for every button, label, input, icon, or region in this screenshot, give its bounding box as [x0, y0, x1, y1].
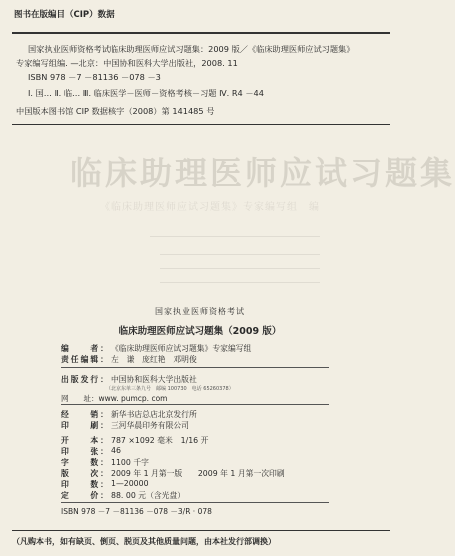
print-run-label: 印 数： [61, 480, 110, 489]
editor-value: 《临床助理医师应试习题集》专家编写组 [111, 344, 252, 353]
editor-label: 编 者： [61, 344, 110, 353]
cip-classification: Ⅰ. 国… Ⅱ. 临… Ⅲ. 临床医学－医师－资格考核－习题 Ⅳ. R4 －44 [28, 88, 264, 98]
price-label: 定 价： [61, 491, 110, 500]
printer-value: 三河华晨印务有限公司 [111, 421, 189, 430]
separator [61, 367, 329, 368]
responsible-editor-value: 左 谦 庞红艳 邓明俊 [111, 355, 197, 364]
printer-label: 印 刷： [61, 421, 110, 430]
separator [61, 404, 329, 405]
sheets-value: 46 [111, 446, 121, 455]
separator [61, 502, 329, 503]
format-value: 787 ×1092 毫米 1/16 开 [111, 436, 209, 445]
cip-record-number: 中国版本图书馆 CIP 数据核字（2008）第 141485 号 [16, 106, 215, 116]
publisher-address: （北京东单三条九号 邮编 100730 电话 65260378） [106, 386, 234, 392]
show-through-line [150, 236, 320, 237]
isbn-footer: ISBN 978 －7 －81136 －078 －3/R · 078 [61, 507, 212, 516]
show-through-title: 临床助理医师应试习题集 [70, 154, 455, 192]
publisher-website: 网 址：www. pumcp. com [61, 394, 168, 403]
edition-value: 2009 年 1 月第一版 2009 年 1 月第一次印刷 [111, 469, 285, 478]
distributor-value: 新华书店总店北京发行所 [111, 410, 197, 419]
price-value: 88. 00 元（含光盘） [111, 491, 186, 500]
print-run-value: 1—20000 [111, 479, 149, 488]
format-label: 开 本： [61, 436, 110, 445]
cip-isbn: ISBN 978 －7 －81136 －078 －3 [28, 72, 161, 82]
footer-rule [12, 530, 390, 531]
edition-label: 版 次： [61, 469, 110, 478]
cip-top-rule [12, 32, 390, 34]
cip-line-2: 专家编写组编. —北京：中国协和医科大学出版社，2008. 11 [16, 58, 238, 68]
publisher-name: 中国协和医科大学出版社 [111, 375, 197, 384]
show-through-line [160, 282, 320, 283]
cip-line-1: 国家执业医师资格考试临床助理医师应试习题集：2009 版／《临床助理医师应试习题集》 [28, 44, 355, 54]
wordcount-value: 1100 千字 [111, 458, 149, 467]
show-through-subtitle: 《临床助理医师应试习题集》专家编写组 编 [100, 202, 320, 213]
distributor-label: 经 销： [61, 410, 110, 419]
series-name: 国家执业医师资格考试 [155, 307, 245, 316]
book-title: 临床助理医师应试习题集（2009 版） [118, 326, 282, 337]
publisher-label: 出版发行： [61, 375, 110, 384]
cip-bottom-rule [12, 124, 390, 125]
wordcount-label: 字 数： [61, 458, 110, 467]
cip-heading: 图书在版编目（CIP）数据 [14, 10, 115, 20]
show-through-line [160, 254, 320, 255]
show-through-line [160, 268, 320, 269]
responsible-editor-label: 责任编辑： [61, 355, 110, 364]
quality-notice: （凡购本书，如有缺页、倒页、脱页及其他质量问题，由本社发行部调换） [12, 537, 276, 546]
sheets-label: 印 张： [61, 447, 110, 456]
